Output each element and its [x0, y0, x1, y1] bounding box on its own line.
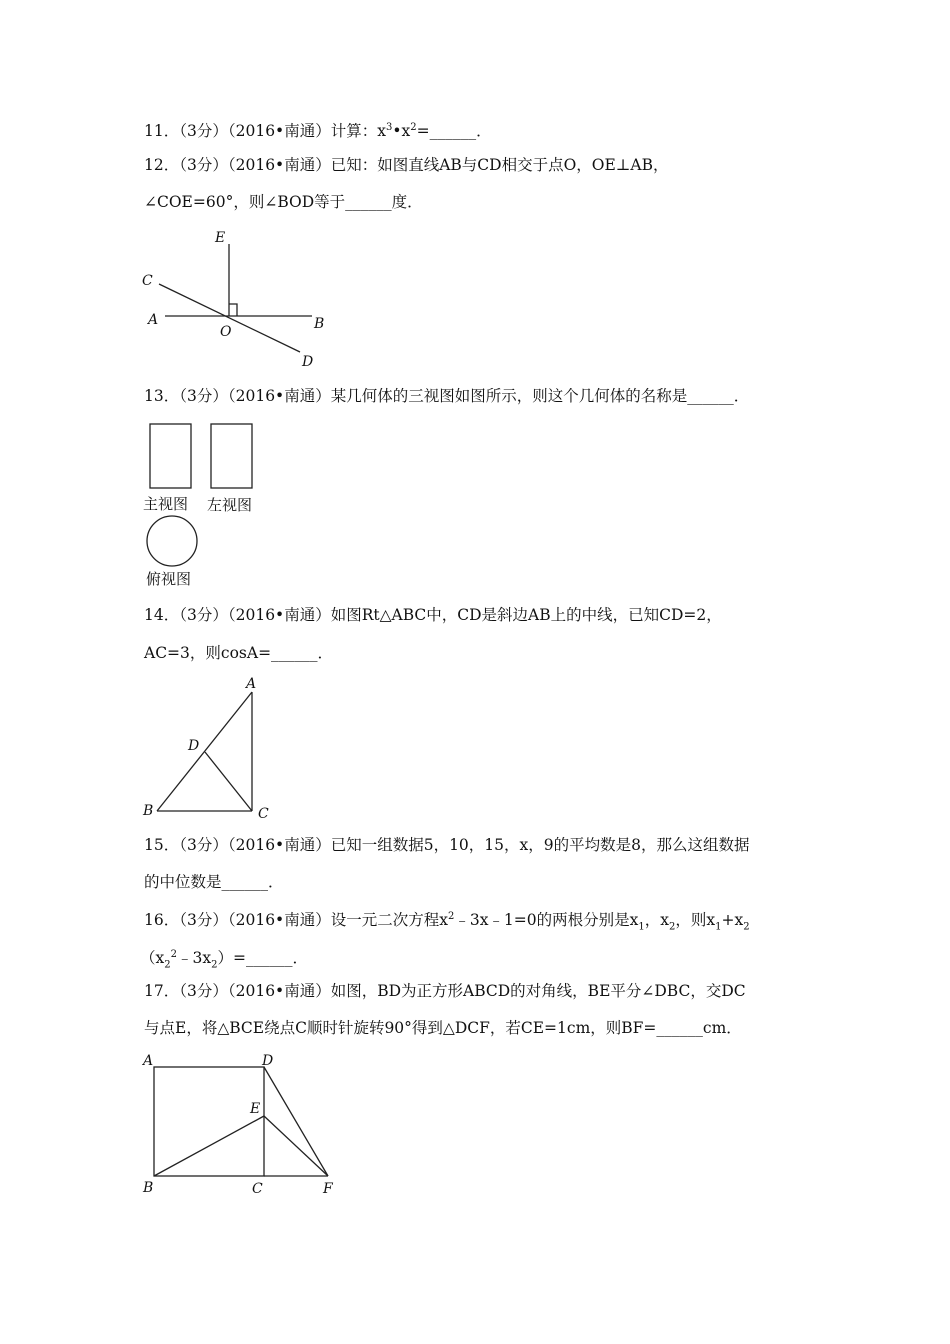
q17-label-f: F: [323, 1181, 333, 1197]
question-17-line2: 与点E，将△BCE绕点C顺时针旋转90°得到△DCF，若CE=1cm，则BF=______cm．: [144, 1019, 742, 1037]
question-14-line1: 14．（3分）（2016•南通）如图Rt△ABC中，CD是斜边AB上的中线，已知CD=2，: [144, 606, 722, 624]
top-view-circle: [147, 516, 197, 566]
q17-label-b: B: [143, 1180, 154, 1196]
question-16-line1: 16．（3分）（2016•南通）设一元二次方程$x^2﹣3x﹣1=0$的两根分别是$x_1$，$x_2$，则$x_1+x_2$: [144, 911, 750, 933]
question-13: 13．（3分）（2016•南通）某几何体的三视图如图所示，则这个几何体的名称是______．: [144, 387, 750, 405]
q14-label-a: A: [246, 676, 257, 692]
q17-square: [154, 1067, 264, 1176]
question-17-line1: 17．（3分）（2016•南通）如图，BD为正方形ABCD的对角线，BE平分∠DBC，交DC: [144, 982, 746, 1000]
question-15-line2: 的中位数是______．: [144, 873, 284, 891]
q12-label-a: A: [148, 312, 159, 328]
q14-label-c: C: [258, 806, 269, 822]
q12-label-e: E: [215, 230, 226, 246]
q17-seg-ef: [264, 1116, 328, 1176]
question-12-line2: ∠COE=60°，则∠BOD等于______度．: [144, 193, 423, 211]
caption-left-view: 左视图: [207, 496, 253, 514]
q12-label-c: C: [142, 273, 153, 289]
left-view-rect: [211, 424, 252, 488]
q12-label-o: O: [220, 324, 232, 340]
q17-label-c: C: [252, 1181, 263, 1197]
q17-label-d: D: [262, 1053, 274, 1069]
q12-label-d: D: [302, 354, 314, 370]
q17-seg-df: [264, 1067, 328, 1176]
caption-top-view: 俯视图: [146, 570, 192, 588]
front-view-rect: [150, 424, 191, 488]
question-14-line2: AC=3，则cosA=______．: [144, 644, 334, 662]
question-16-line2: $(x_2^2﹣3x_2)=\_\_\_\_\_\_$．: [140, 949, 308, 971]
q14-label-d: D: [188, 738, 200, 754]
q12-label-b: B: [314, 316, 325, 332]
q14-median-cd: [205, 752, 252, 811]
q17-label-e: E: [250, 1101, 261, 1117]
q12-right-angle-mark: [229, 304, 237, 316]
question-12-line1: 12．（3分）（2016•南通）已知：如图直线AB与CD相交于点O，OE⊥AB，: [144, 156, 669, 174]
question-11: 11．（3分）（2016•南通）计算：$x^3•x^2=\_\_\_\_\_\_$．: [144, 122, 492, 141]
q14-label-b: B: [143, 803, 154, 819]
question-15-line1: 15．（3分）（2016•南通）已知一组数据5，10，15，x，9的平均数是8，那么这组数据: [144, 836, 750, 854]
q17-seg-be: [154, 1116, 264, 1176]
caption-front-view: 主视图: [143, 495, 189, 513]
q17-label-a: A: [143, 1053, 154, 1069]
